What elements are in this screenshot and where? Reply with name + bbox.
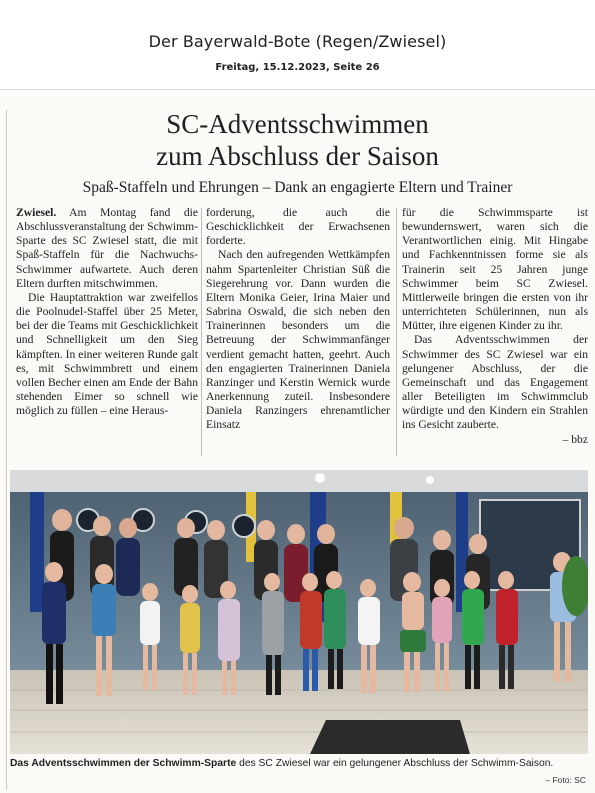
paragraph-relay-cont: forderung, die auch die Geschicklichkeit der Erwachsenen forderte. xyxy=(206,206,390,248)
swimming-group-illustration xyxy=(10,470,588,754)
paragraph-relay: Die Hauptattraktion war zweifellos die Poolnudel-Staffel über 25 Meter, bei der die Teams mit Geschicklichkeit und Schnelligkeit um den Sieg kämpften. In einer weiteren Runde galt es, mit Schwimmbrett und einem vollen Becher einen am Ende der Bahn stehenden Eimer so schnell wie möglich zu füllen – eine Heraus- xyxy=(16,290,198,418)
paragraph-awards-cont: für die Schwimmsparte ist bewundernswert, waren sich die Verantwortlichen einig. Mit Hingabe und Fachkenntnissen forme sie als Trainerin seit 25 Jahren junge Schwimmer beim SC Zwiesel. Mittlerweile bringen die ersten von ihr unterrichteten Schülerinnen, nun als Mütter, ihre eigenen Kinder zu ihr. xyxy=(402,206,588,333)
headline-line-1: SC-Adventsschwimmen xyxy=(166,109,429,139)
photo-credit: – Foto: SC xyxy=(545,775,586,785)
newspaper-name: Der Bayerwald-Bote (Regen/Zwiesel) xyxy=(148,32,447,51)
clipping-edge-line xyxy=(6,110,7,790)
paragraph-closing: Das Adventsschwimmen der Schwimmer des SC Zwiesel war ein gelungener Abschluss, der die Gemeinschaft und das Engagement aller Beteiligten im Schwimmclub würdigte und den Kindern ein Strahlen ins Gesicht zauberte. xyxy=(402,333,588,432)
column-divider xyxy=(201,208,202,456)
photo-caption xyxy=(10,758,588,771)
headline-line-2: zum Abschluss der Saison xyxy=(156,141,439,171)
article-column-2 xyxy=(206,206,390,433)
author-signature: – bbz xyxy=(562,432,588,446)
column-divider xyxy=(396,208,397,456)
issue-date-page: Freitag, 15.12.2023, Seite 26 xyxy=(215,62,380,73)
caption-bold: Das Adventsschwimmen der Schwimm-Sparte xyxy=(10,758,237,769)
paragraph-intro: Am Montag fand die Abschlussveranstaltung der Schwimm-Sparte des SC Zwiesel statt, die mit Spaß-Staffeln für die Nachwuchs-Schwimmer aufwartete. Auch deren Eltern durften mitschwimmen. xyxy=(16,206,198,290)
paragraph-awards: Nach den aufregenden Wettkämpfen nahm Spartenleiter Christian Süß die Siegerehrung vor. Dann wurden die Eltern Monika Geier, Irina Maier und Sabrina Oswald, die sich neben den Trainerinnen besonders um die Betreuung der Schwimmanfänger verdient gemacht hatten, geehrt. Auch den engagierten Trainerinnen Daniela Ranzinger und Kerstin Wernick wurde Anerkennung zuteil. Insbesondere Daniela Ranzingers ehrenamtlicher Einsatz xyxy=(206,248,390,432)
article-column-3 xyxy=(402,206,588,447)
caption-text: des SC Zwiesel war ein gelungener Abschluss der Schwimm-Saison. xyxy=(236,758,554,769)
masthead xyxy=(0,0,595,90)
subheadline: Spaß-Staffeln und Ehrungen – Dank an engagierte Eltern und Trainer xyxy=(82,179,513,196)
dateline: Zwiesel. xyxy=(16,206,57,219)
article-column-1 xyxy=(16,206,198,418)
group-photo xyxy=(10,470,588,754)
